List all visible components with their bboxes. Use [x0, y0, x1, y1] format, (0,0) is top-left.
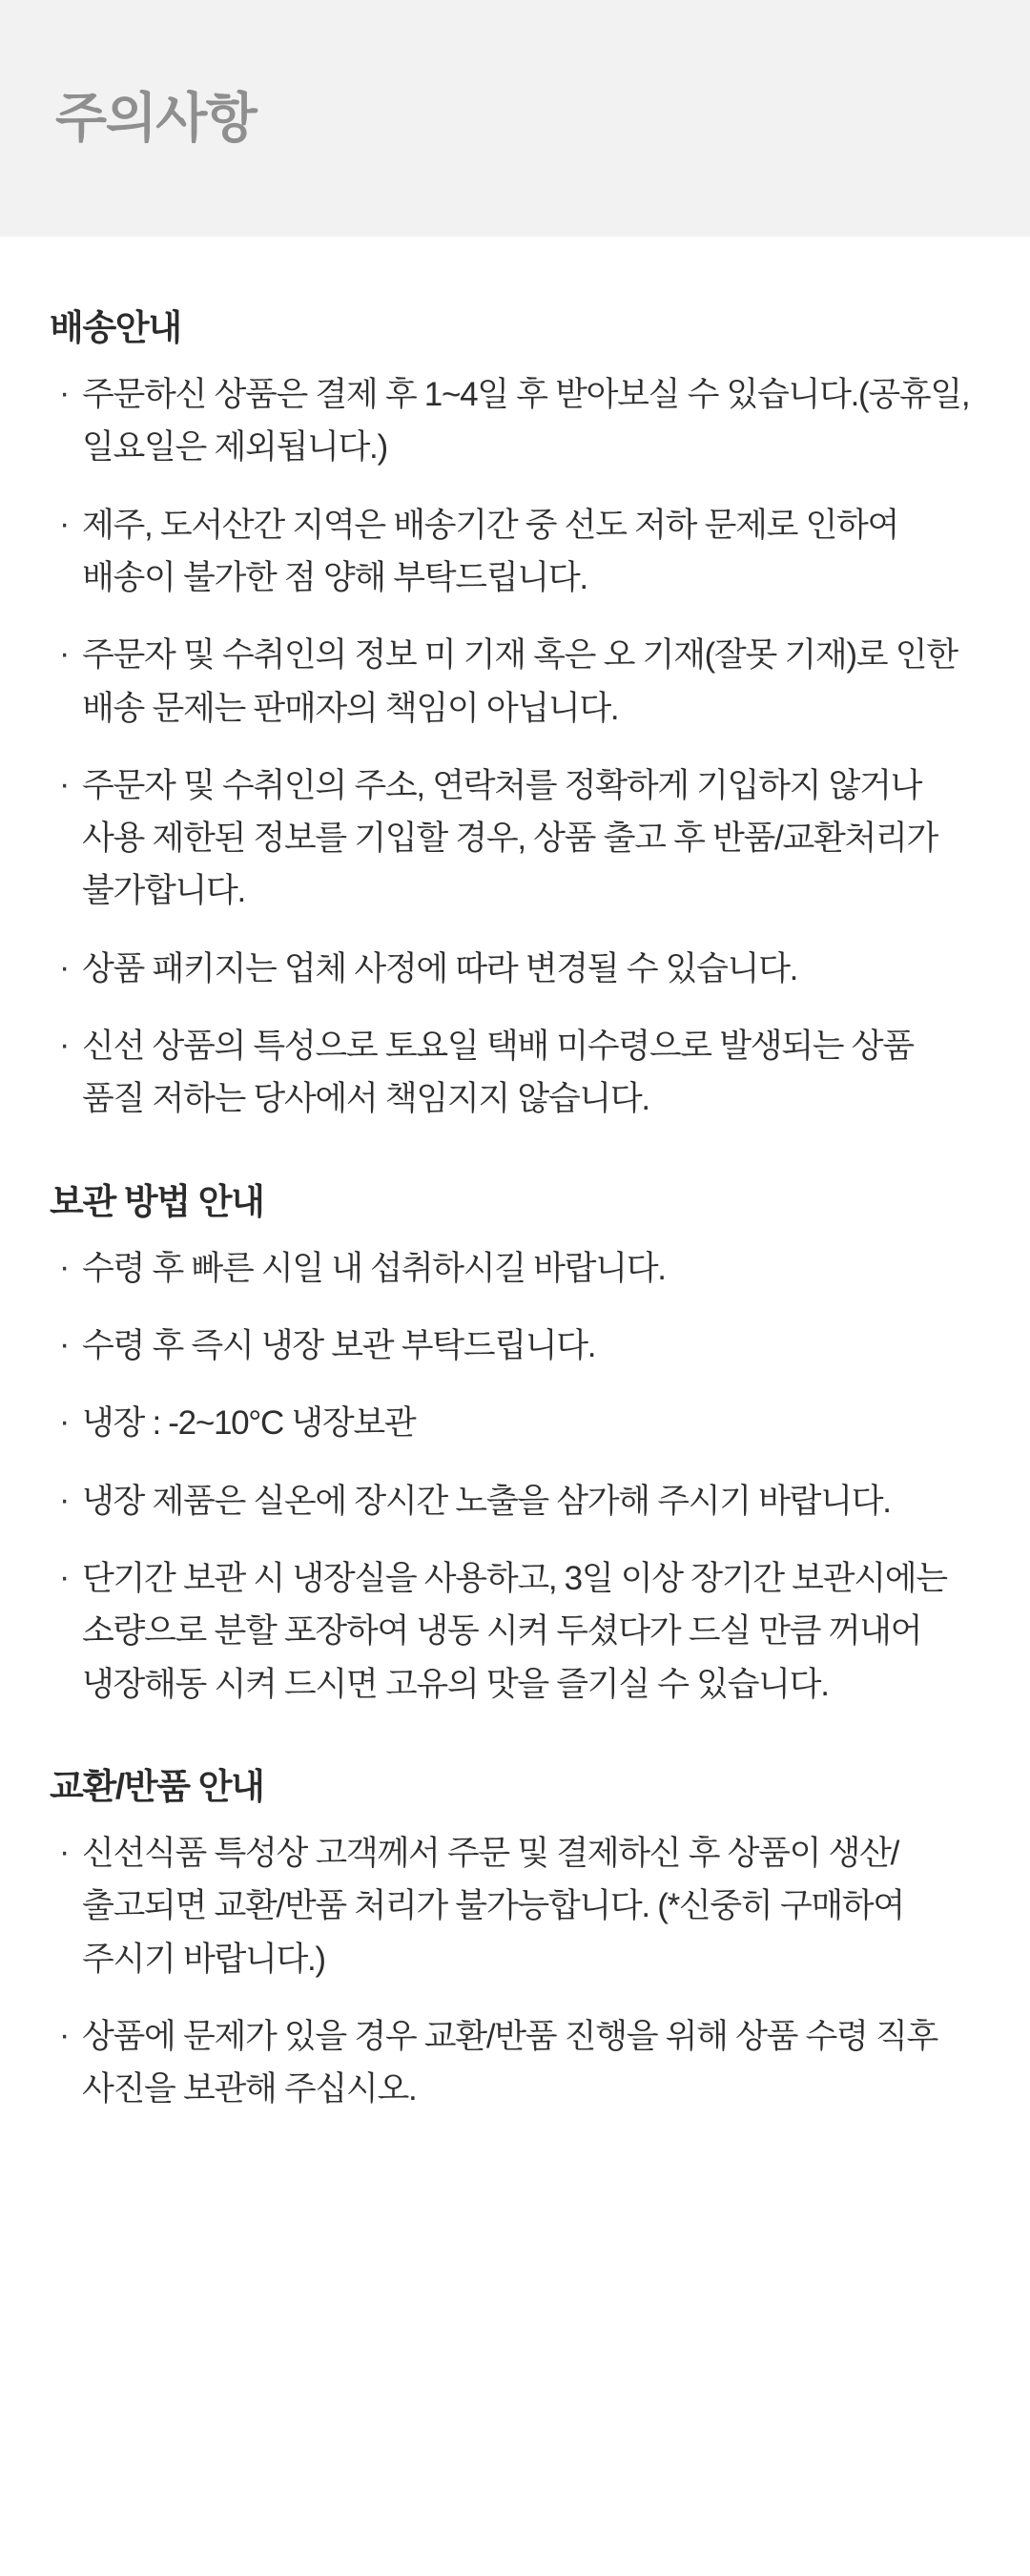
list-item-text: 제주, 도서산간 지역은 배송기간 중 선도 저하 문제로 인하여 배송이 불가한 점 양해 부탁드립니다. [82, 506, 899, 596]
list-item [50, 1475, 980, 1527]
list-item [50, 1827, 980, 1985]
bullet-dot-icon: · [59, 1833, 71, 1870]
bullet-dot-icon: · [59, 2016, 71, 2053]
list-item [50, 1319, 980, 1372]
bullet-dot-icon: · [59, 1481, 71, 1518]
list-item [50, 1020, 980, 1126]
section-storage [50, 1179, 980, 1711]
bullet-dot-icon: · [59, 1558, 71, 1595]
list-item [50, 1397, 980, 1449]
section-exchange-return [50, 1764, 980, 2116]
bullet-dot-icon: · [59, 1248, 71, 1285]
bullet-dot-icon: · [59, 948, 71, 986]
list-item-text: 상품 패키지는 업체 사정에 따라 변경될 수 있습니다. [82, 949, 798, 987]
list-item-text: 주문자 및 수취인의 주소, 연락처를 정확하게 기입하지 않거나 사용 제한된 정보를 기입할 경우, 상품 출고 후 반품/교환처리가 불가합니다. [82, 766, 937, 910]
list-item-text: 수령 후 빠른 시일 내 섭취하시길 바랍니다. [82, 1249, 666, 1287]
list-item-text: 주문자 및 수취인의 정보 미 기재 혹은 오 기재(잘못 기재)로 인한 배송 문제는 판매자의 책임이 아닙니다. [82, 636, 958, 727]
list-item [50, 629, 980, 735]
list-item-text: 수령 후 즉시 냉장 보관 부탁드립니다. [82, 1327, 596, 1365]
bullet-dot-icon: · [59, 1027, 71, 1064]
bullet-list [50, 1242, 980, 1711]
bullet-dot-icon: · [59, 635, 71, 673]
bullet-dot-icon: · [59, 505, 71, 542]
bullet-dot-icon: · [59, 375, 71, 412]
list-item-text: 냉장 : -2~10°C 냉장보관 [82, 1404, 416, 1443]
section-shipping [50, 305, 980, 1126]
list-item-text: 신선식품 특성상 고객께서 주문 및 결제하신 후 상품이 생산/출고되면 교환/반품 처리가 불가능합니다. (*신중히 구매하여 주시기 바랍니다.) [82, 1834, 904, 1978]
list-item [50, 759, 980, 918]
bullet-dot-icon: · [59, 765, 71, 802]
list-item [50, 499, 980, 605]
list-item [50, 943, 980, 995]
list-item-text: 주문하신 상품은 결제 후 1~4일 후 받아보실 수 있습니다.(공휴일, 일요일은 제외됩니다.) [82, 376, 970, 467]
bullet-dot-icon: · [59, 1326, 71, 1363]
page-header [0, 0, 1030, 237]
page-title: 주의사항 [55, 88, 257, 149]
notice-content [0, 237, 1030, 2192]
list-item [50, 1242, 980, 1295]
section-title: 보관 방법 안내 [50, 1181, 264, 1221]
bullet-list [50, 368, 980, 1126]
list-item-text: 상품에 문제가 있을 경우 교환/반품 진행을 위해 상품 수령 직후 사진을 보관해 주십시오. [82, 2017, 937, 2109]
list-item [50, 1552, 980, 1711]
list-item [50, 2010, 980, 2116]
section-title: 교환/반품 안내 [50, 1766, 264, 1806]
list-item-text: 단기간 보관 시 냉장실을 사용하고, 3일 이상 장기간 보관시에는 소량으로 분할 포장하여 냉동 시켜 두셨다가 드실 만큼 꺼내어 냉장해동 시켜 드시면 고유의 맛을 즐기실 수 있습니다. [82, 1559, 947, 1703]
list-item [50, 368, 980, 474]
section-title: 배송안내 [50, 308, 181, 347]
list-item-text: 신선 상품의 특성으로 토요일 택배 미수령으로 발생되는 상품 품질 저하는 당사에서 책임지지 않습니다. [82, 1028, 914, 1118]
bullet-dot-icon: · [59, 1403, 71, 1441]
bullet-list [50, 1827, 980, 2115]
list-item-text: 냉장 제품은 실온에 장시간 노출을 삼가해 주시기 바랍니다. [82, 1482, 891, 1520]
